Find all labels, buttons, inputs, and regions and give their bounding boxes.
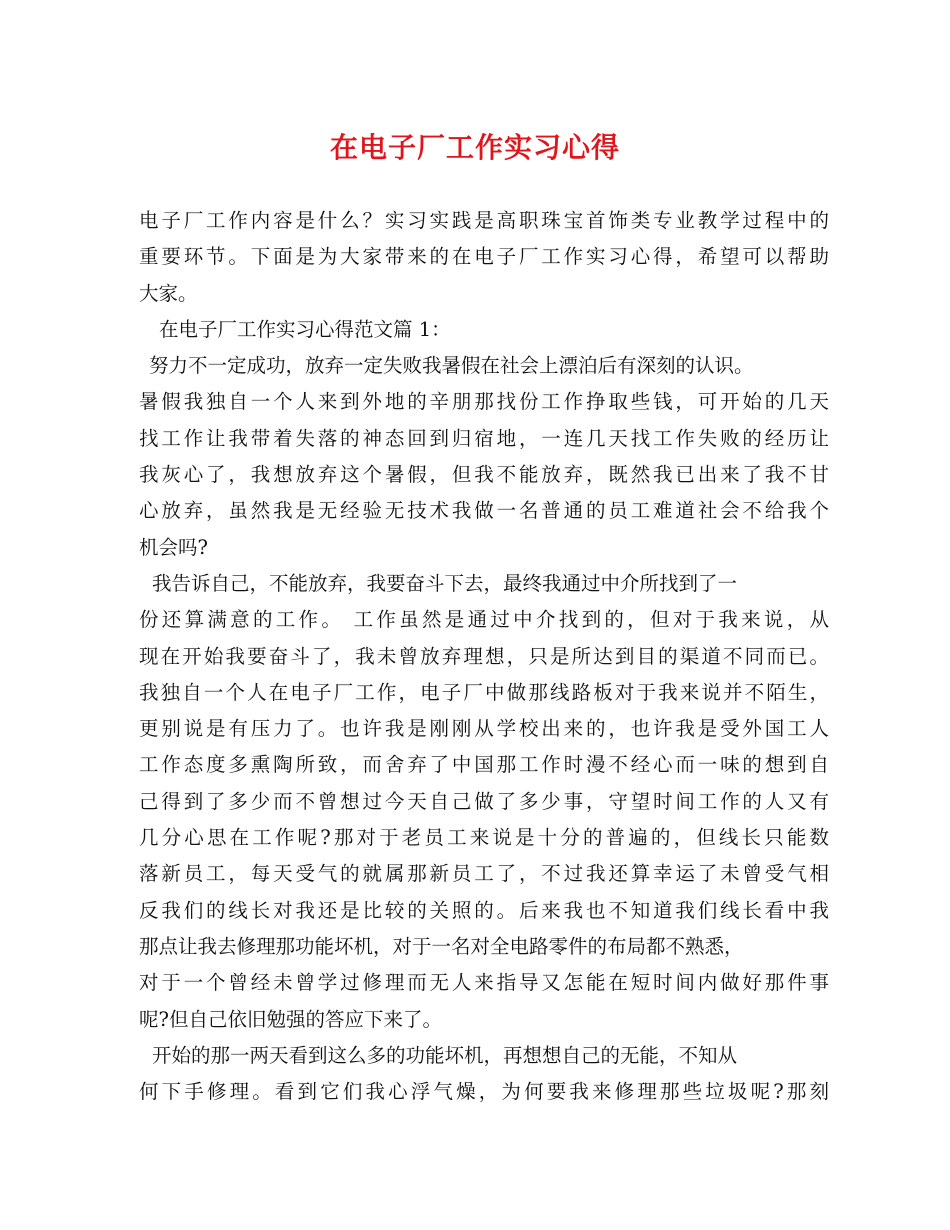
text-line: 落新员工，每天受气的就属那新员工了，不过我还算幸运了未曾受气相 [139,862,829,886]
document-title: 在电子厂工作实习心得 [329,131,620,164]
text-line: 暑假我独自一个人来到外地的辛朋那找份工作挣取些钱，可开始的几天 [139,390,829,414]
text-line: 己得到了多少而不曾想过今天自己做了多少事，守望时间工作的人又有 [139,789,829,813]
text-line: 机会吗? [139,535,208,559]
text-line: 电子厂工作内容是什么？实习实践是高职珠宝首饰类专业教学过程中的 [139,209,829,232]
text-line: 努力不一定成功，放弃一定失败我暑假在社会上漂泊后有深刻的认识。 [149,354,754,378]
text-line: 大家。 [139,281,198,305]
text-line: 重要环节。下面是为大家带来的在电子厂工作实习心得，希望可以帮助 [139,245,829,269]
text-line: 我灰心了，我想放弃这个暑假，但我不能放弃，既然我已出来了我不甘 [139,463,829,487]
text-line: 我独自一个人在电子厂工作，电子厂中做那线路板对于我来说并不陌生， [139,680,829,704]
text-line: 何下手修理。看到它们我心浮气燥，为何要我来修理那些垃圾呢?那刻 [139,1080,829,1104]
text-line: 我告诉自己，不能放弃，我要奋斗下去，最终我通过中介所找到了一 [152,571,738,595]
text-line: 开始的那一两天看到这么多的功能坏机，再想想自己的无能，不知从 [152,1043,738,1067]
text-line: 现在开始我要奋斗了，我未曾放弃理想，只是所达到目的渠道不同而已。 [139,644,829,668]
section-heading: 在电子厂工作实习心得范文篇 1： [159,317,451,341]
text-line: 工作态度多熏陶所致，而舍弃了中国那工作时漫不经心而一味的想到自 [139,753,829,777]
text-line: 对于一个曾经未曾学过修理而无人来指导又怎能在短时间内做好那件事 [139,971,829,995]
text-line: 那点让我去修理那功能坏机，对于一名对全电路零件的布局都不熟悉， [139,934,744,958]
text-line: 更别说是有压力了。也许我是刚刚从学校出来的，也许我是受外国工人 [139,717,829,741]
text-line: 呢?但自己依旧勉强的答应下来了。 [139,1007,442,1031]
text-line: 反我们的线长对我还是比较的关照的。后来我也不知道我们线长看中我 [139,898,829,922]
text-line: 心放弃，虽然我是无经验无技术我做一名普通的员工难道社会不给我个 [139,499,829,523]
text-line: 份还算满意的工作。 工作虽然是通过中介找到的，但对于我来说，从 [139,608,829,632]
text-line: 几分心思在工作呢?那对于老员工来说是十分的普遍的，但线长只能数 [139,826,829,850]
document-body [139,203,829,1110]
text-line: 找工作让我带着失落的神态回到归宿地，一连几天找工作失败的经历让 [139,426,829,450]
